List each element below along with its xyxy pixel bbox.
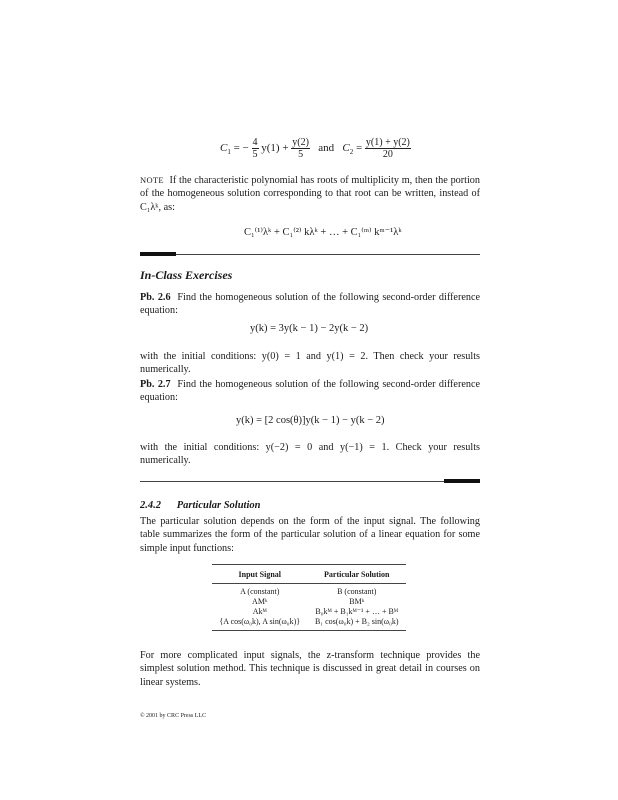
table-top-rule	[212, 564, 406, 565]
fraction-c2: $\frac{y(1) + y(2)}{20}$	[365, 137, 410, 160]
table-bottom-rule	[212, 630, 406, 631]
problem-2-7: Pb. 2.7 Find the homogeneous solution of the following second-order difference equation:	[140, 379, 480, 404]
copyright-footer: © 2001 by CRC Press LLC	[140, 713, 207, 719]
table-row: {A cos(ω₀k), A sin(ω₀k)} B₁ cos(ω₀k) + B₂ sin(ω₀k)	[219, 617, 399, 626]
fraction-y2-over-5: $\frac{y(2)}{5}$	[292, 137, 309, 160]
table-header-solution: Particular Solution	[308, 567, 406, 584]
table-header-row	[212, 567, 406, 584]
in-class-exercises-heading: In-Class Exercises	[140, 268, 233, 282]
table-row: AMᵏ BMᵏ	[252, 597, 365, 606]
problem-2-6: Pb. 2.6 Find the homogeneous solution of the following second-order difference equation:	[140, 292, 480, 317]
section-intro-paragraph: The particular solution depends on the form of the input signal. The following table summarizes the form of the particular solution of a linear equation for some simple input functions:	[140, 516, 480, 554]
particular-solution-table	[212, 564, 406, 631]
section-rule-marker-right	[444, 479, 480, 483]
problem-2-7-equation: y(k) = [2 cos(θ)]y(k − 1) − y(k − 2)	[236, 415, 385, 426]
problem-2-6-conditions: with the initial conditions: y(0) = 1 and y(1) = 2. Then check your results numerically.	[140, 351, 480, 376]
table-header-input: Input Signal	[212, 567, 308, 584]
c-coefficients-equation: $C_1$ = − $\frac{4}{5}$ y(1) + $\frac{y(2)}{5}$ and $C_2$ = $\frac{y(1) + y(2)}{20}$	[220, 137, 410, 160]
table-row: A (constant) B (constant)	[240, 587, 377, 596]
section-rule-marker-left	[140, 252, 176, 256]
closing-paragraph: For more complicated input signals, the z-transform technique provides the simplest solution method. This technique is discussed in great detail in courses on linear systems.	[140, 650, 480, 688]
problem-2-7-conditions: with the initial conditions: y(−2) = 0 and y(−1) = 1. Check your results numerically.	[140, 442, 480, 467]
multiplicity-equation: C₁⁽¹⁾λᵏ + C₁⁽²⁾ kλᵏ + … + C₁⁽ᵐ⁾ kᵐ⁻¹λᵏ	[244, 227, 402, 238]
section-heading: 2.4.2 Particular Solution	[140, 500, 261, 511]
section-rule-bottom	[140, 481, 444, 482]
note-paragraph: NOTE If the characteristic polynomial has roots of multiplicity m, then the portion of the homogeneous solution corresponding to that root can be written, instead of C₁λᵏ, as:	[140, 175, 480, 213]
fraction-four-fifths: $\frac{4}{5}$	[252, 137, 258, 160]
table-row: Akᴹ B₀kᴹ + B₁kᴹ⁻¹ + … + Bᴹ	[252, 607, 399, 616]
section-rule-top	[176, 254, 480, 255]
problem-2-6-equation: y(k) = 3y(k − 1) − 2y(k − 2)	[250, 323, 369, 334]
